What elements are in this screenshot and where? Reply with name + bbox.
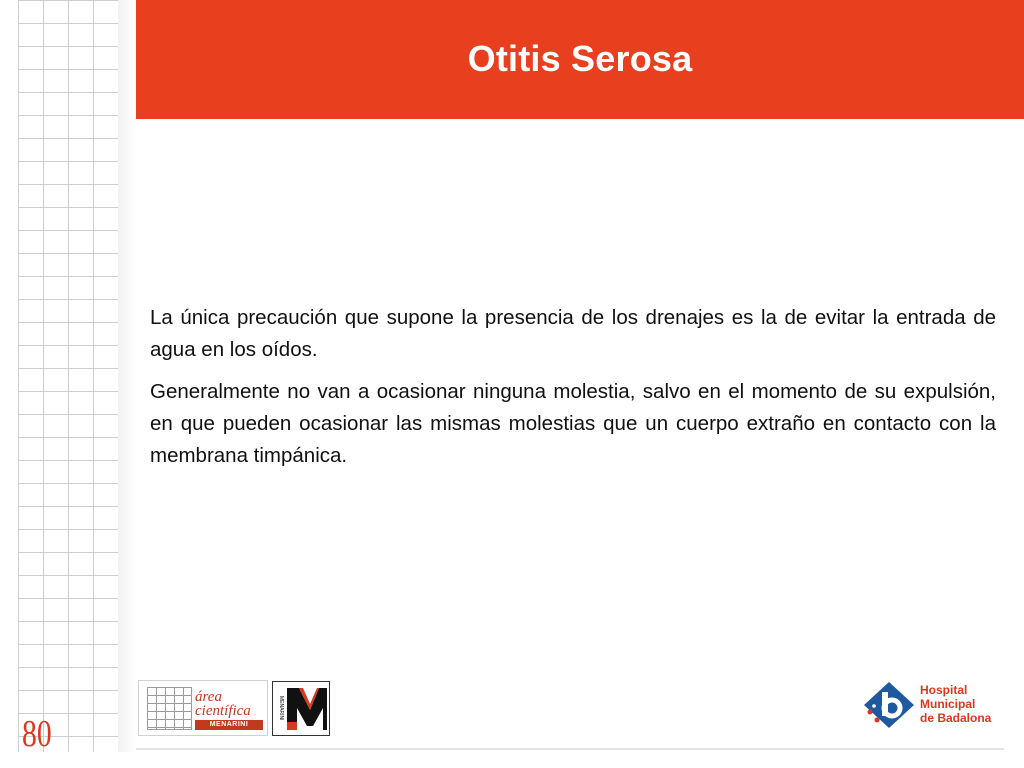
- left-grid-decoration: [18, 0, 119, 752]
- logo-brand: MENARINI: [195, 720, 263, 730]
- grid-icon: [147, 687, 192, 730]
- title-bar: [136, 0, 1024, 119]
- slide-title: Otitis Serosa: [467, 38, 693, 79]
- menarini-vertical-text: MENARINI: [278, 696, 284, 721]
- area-cientifica-logo: [138, 680, 268, 736]
- hospital-line: de Badalona: [920, 711, 992, 725]
- hospital-name: [920, 683, 991, 725]
- footer-divider: [136, 748, 1004, 750]
- hospital-logo: [862, 680, 992, 730]
- left-strip-shadow: [118, 0, 136, 752]
- hospital-line: Hospital: [920, 683, 968, 697]
- logo-word: área: [195, 689, 222, 705]
- hospital-b-icon: [862, 680, 916, 730]
- menarini-m-logo: [272, 681, 330, 736]
- body-paragraph: La única precaución que supone la presencia de los drenajes es la de evitar la entrada de agua en los oídos.: [150, 306, 996, 361]
- page-number: 80: [22, 713, 52, 755]
- body-paragraph: Generalmente no van a ocasionar ninguna molestia, salvo en el momento de su expulsión, en que pueden ocasionar las mismas molestias que un cuerpo extraño en contacto con la membrana timpánica.: [150, 380, 996, 467]
- slide-body: [150, 302, 996, 482]
- hospital-line: Municipal: [920, 697, 976, 711]
- logo-word: científica: [195, 703, 251, 719]
